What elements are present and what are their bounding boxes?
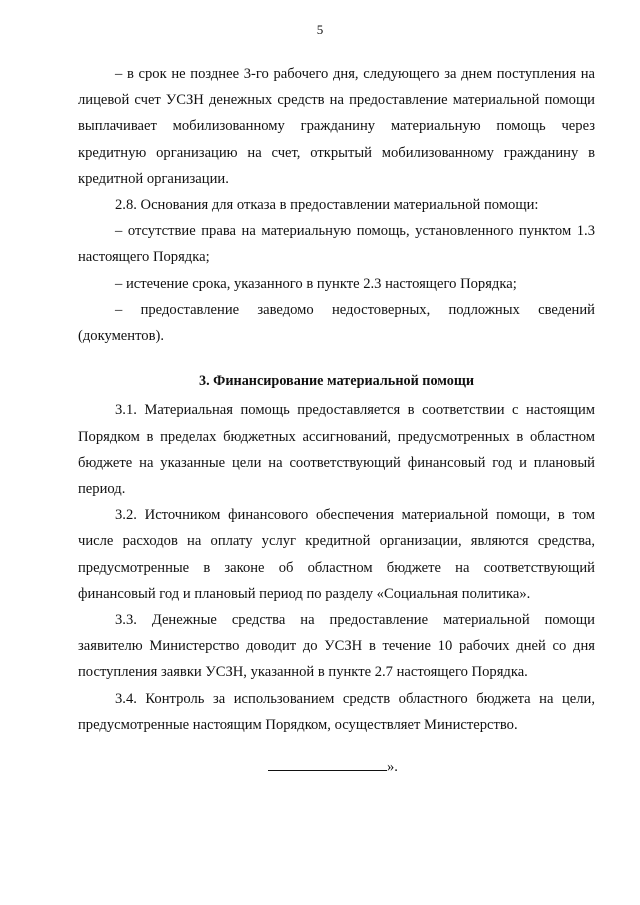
paragraph-payment-deadline: – в срок не позднее 3-го рабочего дня, следующего за днем поступления на лицевой счет УСЗН денежных средств на предоставление материальной помощи выплачивает мобилизованному гражданину материальную помощь через кредитную организацию на счет, открытый мобилизованному гражданину в кредитной организации.	[78, 66, 595, 187]
closing-quote-mark: ».	[387, 759, 398, 775]
page-number: 5	[316, 22, 324, 37]
section-3-heading: 3. Финансирование материальной помощи	[198, 373, 475, 390]
paragraph-3-4: 3.4. Контроль за использованием средств областного бюджета на цели, предусмотренные настоящим Порядком, осуществляет Министерство.	[78, 690, 595, 733]
paragraph-refusal-false-documents: – предоставление заведомо недостоверных, подложных сведений (документов).	[78, 301, 595, 345]
paragraph-refusal-no-right: – отсутствие права на материальную помощь, установленного пунктом 1.3 настоящего Порядка;	[78, 223, 595, 266]
closing-line	[268, 757, 398, 777]
paragraph-3-3: 3.3. Денежные средства на предоставление материальной помощи заявителю Министерство доводит до УСЗН в течение 10 рабочих дней со дня поступления заявки УСЗН, указанной в пункте 2.7 настоящего Порядка.	[78, 612, 595, 681]
paragraph-3-1: 3.1. Материальная помощь предоставляется в соответствии с настоящим Порядком в пределах бюджетных ассигнований, предусмотренных в областном бюджете на указанные цели на соответствующий финансовый год и плановый период.	[78, 402, 595, 498]
paragraph-3-2: 3.2. Источником финансового обеспечения материальной помощи, в том числе расходов на оплату услуг кредитной организации, являются средства, предусмотренные в законе об областном бюджете на соответствующий финансовый год и плановый период по разделу «Социальная политика».	[78, 507, 595, 602]
paragraph-refusal-deadline-expired: – истечение срока, указанного в пункте 2.3 настоящего Порядка;	[115, 275, 517, 292]
document-body	[78, 61, 595, 738]
paragraph-2-8-refusal-grounds: 2.8. Основания для отказа в предоставлении материальной помощи:	[115, 197, 539, 214]
signature-underline	[268, 757, 387, 771]
